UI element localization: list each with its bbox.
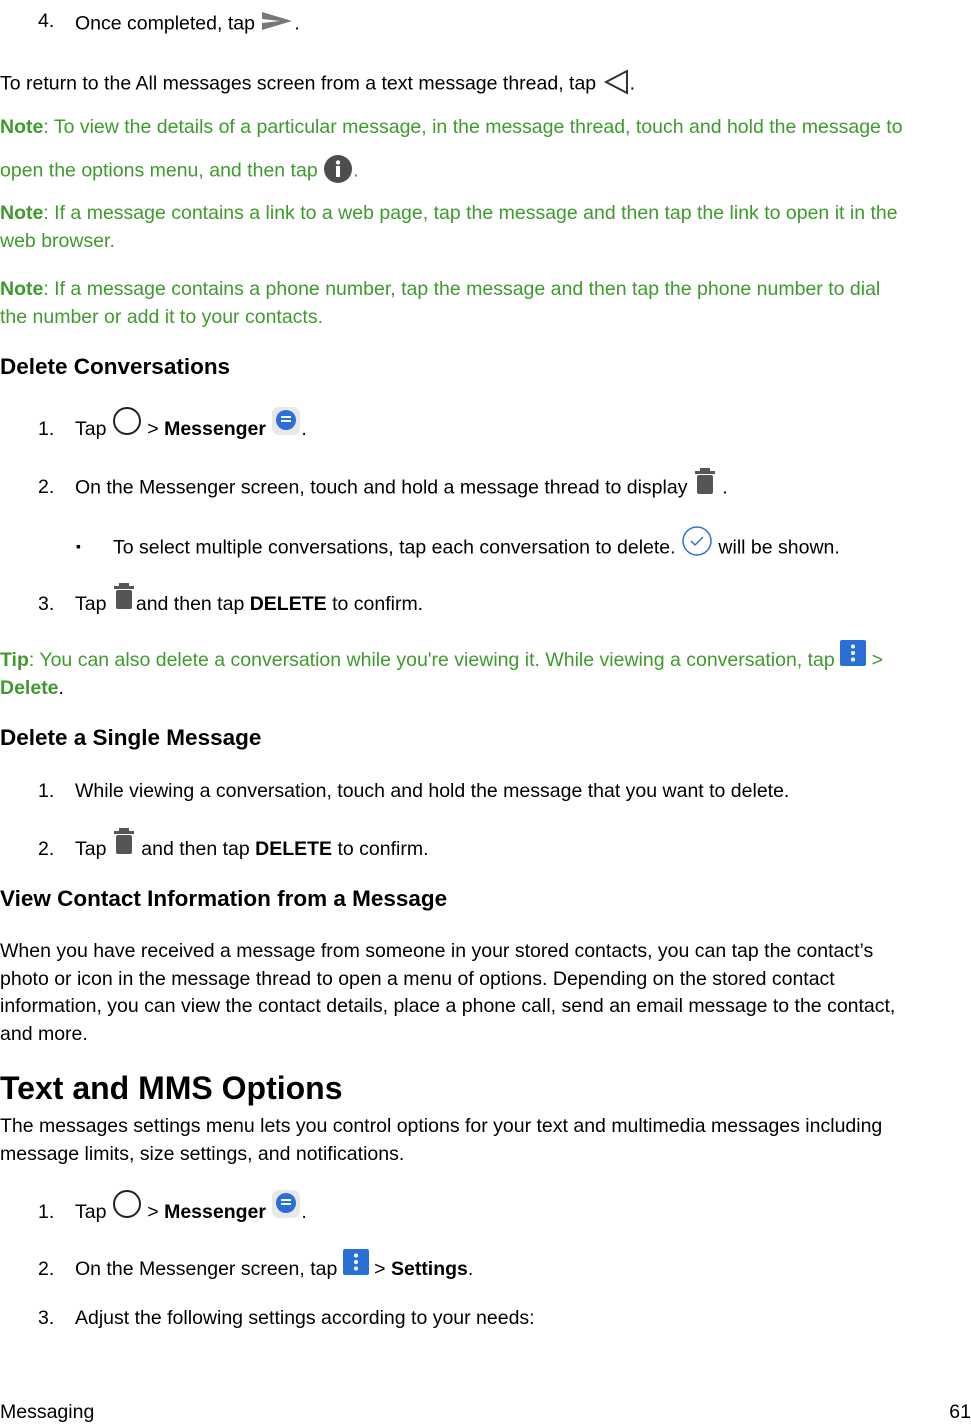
trash-icon <box>112 826 136 861</box>
tap-text: Tap <box>75 593 112 615</box>
tip-text: : You can also delete a conversation while you're viewing it. While viewing a conversation, tap <box>28 649 841 671</box>
text-mms-step-1 <box>75 1201 307 1224</box>
delete-conv-step-2 <box>75 476 728 501</box>
page-number: 61 <box>949 1401 971 1423</box>
note-1-text-2: open the options menu, and then tap <box>0 159 324 182</box>
back-icon <box>602 68 630 101</box>
trash-icon <box>112 581 136 616</box>
section-heading-view-contact: View Contact Information from a Message <box>0 886 448 911</box>
info-icon <box>323 154 353 189</box>
bullet-end: will be shown. <box>713 536 840 559</box>
step-number: 2. <box>38 476 55 498</box>
step-mid: and then tap <box>135 593 250 615</box>
step-number: 1. <box>38 418 55 440</box>
tap-text: Tap <box>75 418 112 440</box>
note-3-line-2: the number or add it to your contacts. <box>0 306 324 328</box>
app-name: Messenger <box>164 1201 266 1223</box>
settings-label: Settings <box>390 1258 468 1280</box>
step-number: 2. <box>38 838 55 860</box>
more-options-icon <box>343 1249 369 1280</box>
section-heading-text-mms: Text and MMS Options <box>0 1070 343 1106</box>
delete-single-step-2 <box>75 838 429 861</box>
step-number: 1. <box>38 780 55 802</box>
bullet-text: To select multiple conversations, tap each conversation to delete. <box>113 536 681 559</box>
tip-delete: Delete <box>0 677 59 699</box>
step-end: . <box>716 476 728 499</box>
tap-text: Tap <box>75 838 112 860</box>
step-number: 3. <box>38 593 55 615</box>
text-mms-line: message limits, size settings, and notifications. <box>0 1143 405 1165</box>
delete-conv-bullet <box>113 535 840 562</box>
tap-text: Tap <box>75 1201 112 1223</box>
step-4-text-before: Once completed, tap <box>75 12 261 35</box>
step-4-text-after: . <box>294 12 300 35</box>
note-2-text: : If a message contains a link to a web page, tap the message and then tap the link to open it in the <box>43 202 898 224</box>
tip-line-1 <box>0 649 883 671</box>
more-options-icon <box>840 640 866 671</box>
app-name: Messenger <box>164 418 266 440</box>
view-contact-line: When you have received a message from someone in your stored contacts, you can tap the contact’s <box>0 940 874 962</box>
messenger-app-icon <box>271 1189 301 1224</box>
return-paragraph <box>0 68 635 101</box>
note-2-line-2: web browser. <box>0 230 115 252</box>
step-end: to confirm. <box>326 593 424 615</box>
step-number: 2. <box>38 1258 55 1280</box>
separator: > <box>141 1201 165 1223</box>
action-delete: DELETE <box>249 593 327 615</box>
text-mms-line: The messages settings menu lets you control options for your text and multimedia messages including <box>0 1115 883 1137</box>
note-1-end: . <box>353 159 359 182</box>
section-heading-delete-single: Delete a Single Message <box>0 725 262 750</box>
step-4-text <box>75 10 300 39</box>
note-label: Note <box>0 202 44 224</box>
view-contact-line: photo or icon in the message thread to open a menu of options. Depending on the stored contact <box>0 968 835 990</box>
step-end: . <box>467 1258 474 1280</box>
return-text: To return to the All messages screen from a text message thread, tap <box>0 72 602 95</box>
tip-line-2 <box>0 677 64 699</box>
note-1-line-2 <box>0 154 359 189</box>
step-2-text: On the Messenger screen, tap <box>75 1258 343 1280</box>
note-3-line-1 <box>0 278 880 300</box>
text-mms-step-3: Adjust the following settings according to your needs: <box>75 1307 535 1329</box>
footer-section: Messaging <box>0 1401 95 1423</box>
bullet-marker: ▪ <box>76 538 81 554</box>
tip-sep: > <box>866 649 883 671</box>
note-label: Note <box>0 278 44 300</box>
step-number: 4. <box>38 10 55 32</box>
step-mid: and then tap <box>135 838 256 860</box>
step-end: . <box>301 1201 307 1223</box>
view-contact-line: information, you can view the contact details, place a phone call, send an email message to the contact, <box>0 995 896 1017</box>
delete-conv-step-1 <box>75 418 307 441</box>
separator: > <box>141 418 165 440</box>
section-heading-delete-conversations: Delete Conversations <box>0 354 231 379</box>
step-end: . <box>301 418 307 440</box>
text-mms-step-2 <box>75 1258 473 1280</box>
view-contact-line: and more. <box>0 1023 88 1045</box>
tip-label: Tip <box>0 649 29 671</box>
note-1-text: : To view the details of a particular message, in the message thread, touch and hold the message to <box>43 116 903 138</box>
messenger-app-icon <box>271 406 301 441</box>
action-delete: DELETE <box>255 838 333 860</box>
send-icon <box>260 10 294 39</box>
step-2-text: On the Messenger screen, touch and hold a message thread to display <box>75 476 693 499</box>
home-circle-icon <box>112 1189 142 1224</box>
note-3-text: : If a message contains a phone number, tap the message and then tap the phone number to dial <box>43 278 881 300</box>
step-end: to confirm. <box>332 838 429 860</box>
home-circle-icon <box>112 406 142 441</box>
step-number: 3. <box>38 1307 55 1329</box>
step-number: 1. <box>38 1201 55 1223</box>
separator: > <box>368 1258 391 1280</box>
note-1-line-1 <box>0 116 903 138</box>
check-circle-icon <box>681 525 713 562</box>
trash-icon <box>693 466 717 501</box>
delete-conv-step-3 <box>75 593 423 616</box>
tip-end: . <box>58 677 64 699</box>
note-label: Note <box>0 116 44 138</box>
return-text-end: . <box>629 72 635 95</box>
note-2-line-1 <box>0 202 898 224</box>
delete-single-step-1: While viewing a conversation, touch and hold the message that you want to delete. <box>75 780 790 802</box>
